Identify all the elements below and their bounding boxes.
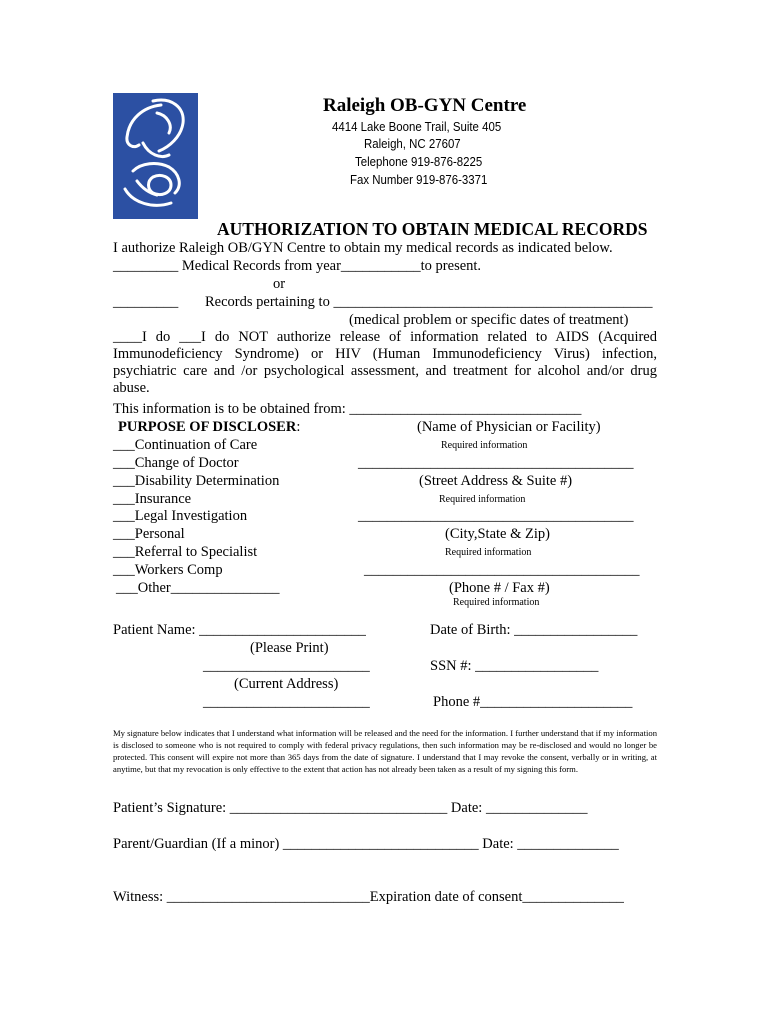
form-title: AUTHORIZATION TO OBTAIN MEDICAL RECORDS [217, 219, 648, 239]
option-blank: _________ [113, 294, 179, 310]
city-label: (City,State & Zip) [445, 526, 550, 542]
patient-signature-line[interactable]: Patient’s Signature: ______________________________ Date: ______________ [113, 800, 588, 816]
address-line2: Raleigh, NC 27607 [364, 136, 461, 151]
phone-field[interactable]: Phone #_____________________ [433, 694, 633, 710]
intro-text: I authorize Raleigh OB/GYN Centre to obtain my medical records as indicated below. [113, 240, 613, 256]
city-required: Required information [445, 547, 532, 558]
ssn-field[interactable]: SSN #: _________________ [430, 658, 599, 674]
purpose-workers-comp[interactable]: ___Workers Comp [113, 562, 223, 578]
consent-paragraph: My signature below indicates that I understand what information will be released and the need for the information. I further understand that if my information is disclosed to someone who is not required to comply with federal privacy regulations, then such information may be re-disclosed and would no longer be protected. This consent will expire not more than 365 days from the date of signature. I understand that I may revoke the consent, verbally or in writing, at anytime, but that my revocation is only effective to the extent that action has not already been taken as a result of my signing this form. [113, 728, 657, 774]
address-line1: 4414 Lake Boone Trail, Suite 405 [332, 119, 502, 134]
mother-child-logo-icon [113, 93, 198, 219]
purpose-other[interactable]: ___Other_______________ [116, 580, 280, 596]
purpose-change-doctor[interactable]: ___Change of Doctor [113, 455, 239, 471]
aids-authorization-paragraph: ____I do ___I do NOT authorize release of information related to AIDS (Acquired Immunodeficiency Syndrome) or HIV (Human Immunodeficiency Virus) infection, psychiatric care and /or psychological assessment, and treatment for alcohol and/or drug abuse. [113, 329, 657, 396]
physician-required: Required information [441, 440, 528, 451]
org-name: Raleigh OB-GYN Centre [323, 95, 527, 116]
phonefax-label: (Phone # / Fax #) [449, 580, 550, 596]
purpose-insurance[interactable]: ___Insurance [113, 491, 192, 507]
street-required: Required information [439, 494, 526, 505]
telephone: Telephone 919-876-8225 [355, 154, 483, 169]
purpose-heading-text: PURPOSE OF DISCLOSER [118, 419, 297, 435]
purpose-legal[interactable]: ___Legal Investigation [113, 508, 248, 524]
current-address-label: (Current Address) [234, 676, 339, 692]
purpose-continuation[interactable]: ___Continuation of Care [113, 437, 258, 453]
purpose-personal[interactable]: ___Personal [113, 526, 185, 542]
witness-signature-line[interactable]: Witness: ____________________________Expiration date of consent______________ [113, 889, 624, 905]
guardian-signature-line[interactable]: Parent/Guardian (If a minor) ___________________________ Date: ______________ [113, 836, 619, 852]
fax: Fax Number 919-876-3371 [350, 172, 488, 187]
purpose-referral[interactable]: ___Referral to Specialist [113, 544, 258, 560]
purpose-heading [118, 419, 300, 436]
option-records-pertaining: Records pertaining to ____________________________________________ [205, 294, 653, 310]
please-print: (Please Print) [250, 640, 329, 656]
street-label: (Street Address & Suite #) [419, 473, 573, 489]
address-blank-line-2[interactable]: _______________________ [203, 694, 370, 710]
city-line[interactable]: ______________________________________ [358, 508, 634, 524]
purpose-heading-colon: : [296, 419, 301, 435]
address-blank-line[interactable]: _______________________ [203, 658, 370, 674]
dob-field[interactable]: Date of Birth: _________________ [430, 622, 638, 638]
phonefax-line[interactable]: ______________________________________ [364, 562, 640, 578]
option-hint: (medical problem or specific dates of treatment) [349, 312, 629, 328]
or-text: or [273, 276, 286, 292]
obtain-from-line: This information is to be obtained from: ________________________________ [113, 401, 582, 417]
physician-label: (Name of Physician or Facility) [417, 419, 601, 435]
phonefax-required: Required information [453, 597, 540, 608]
patient-name-field[interactable]: Patient Name: _______________________ [113, 622, 366, 638]
street-line[interactable]: ______________________________________ [358, 455, 634, 471]
purpose-disability[interactable]: ___Disability Determination [113, 473, 280, 489]
option-records-from-year: _________ Medical Records from year___________to present. [113, 258, 482, 274]
mother-child-logo [113, 93, 198, 219]
